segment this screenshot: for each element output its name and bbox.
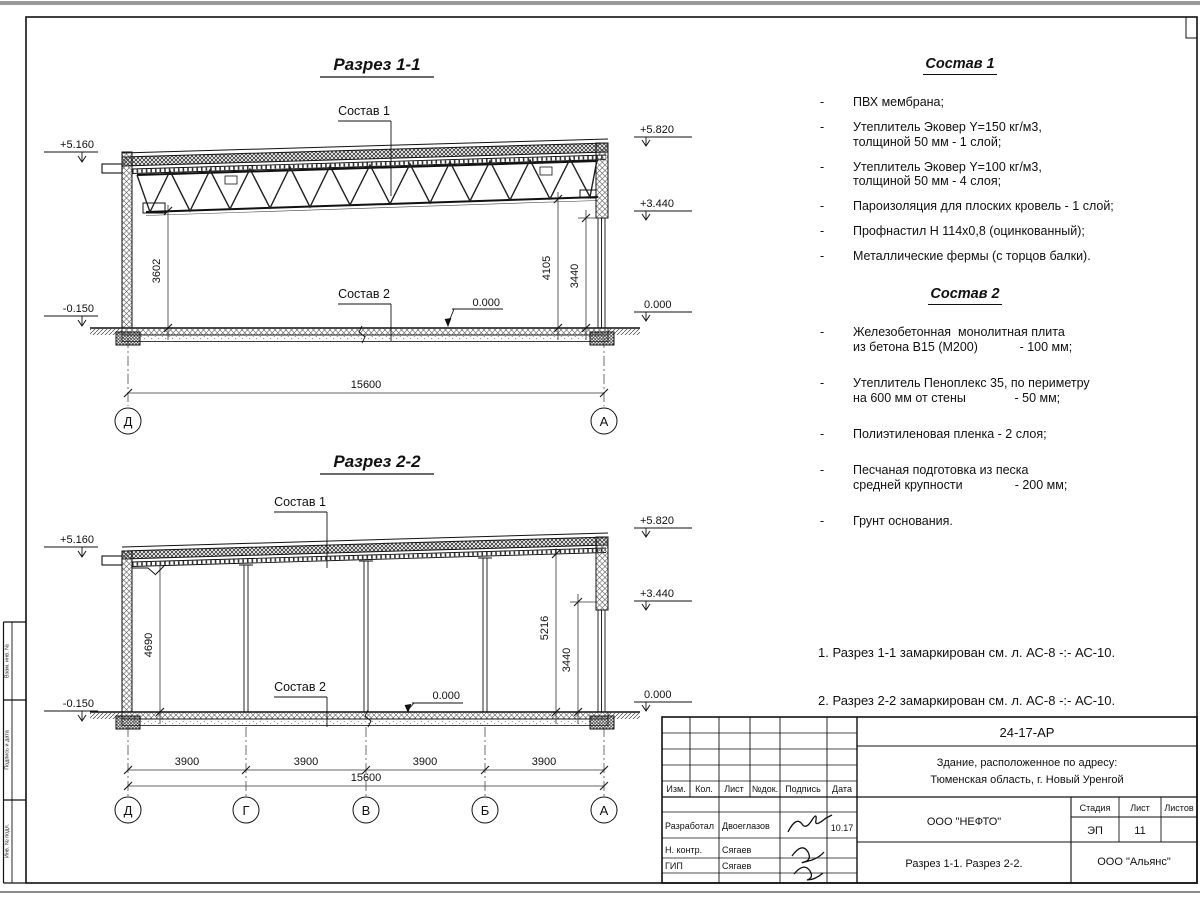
svg-text:4690: 4690 xyxy=(143,632,155,658)
floor-elevation-mark xyxy=(445,297,503,326)
elevation-mark xyxy=(44,534,98,557)
col-kol: Кол. xyxy=(695,784,713,794)
svg-text:0.000: 0.000 xyxy=(644,689,672,701)
dimension-vertical xyxy=(539,548,560,724)
svg-text:+3.440: +3.440 xyxy=(640,198,674,210)
list-item: - Утеплитель Эковер Y=150 кг/м3, толщиной 50 мм - 1 слой; xyxy=(820,120,1042,149)
row1-name: Двоеглазов xyxy=(722,821,770,831)
signature xyxy=(788,815,832,880)
section-2-2-title: Разрез 2-2 xyxy=(333,452,421,471)
axis-marker xyxy=(115,797,617,823)
row1-date: 10.17 xyxy=(830,823,854,833)
list-item: - Пароизоляция для плоских кровель - 1 слой; xyxy=(820,199,1114,213)
svg-text:+5.820: +5.820 xyxy=(640,124,674,136)
doc-number: 24-17-АР xyxy=(999,725,1055,740)
svg-text:15600: 15600 xyxy=(350,772,382,784)
svg-text:3900: 3900 xyxy=(412,756,438,768)
drawing-notes xyxy=(818,613,1115,725)
side-stamp-label: Подпись и дата xyxy=(4,730,11,770)
elevation-mark xyxy=(44,139,98,162)
side-stamp-label: Инв. № подл. xyxy=(4,823,11,859)
svg-text:5216: 5216 xyxy=(539,615,551,641)
svg-text:+3.440: +3.440 xyxy=(640,588,674,600)
elevation-mark xyxy=(44,303,98,326)
svg-text:3900: 3900 xyxy=(293,756,319,768)
elevation-mark xyxy=(634,124,692,146)
note-line: 1. Разрез 1-1 замаркирован см. л. АС-8 -:- АС-10. xyxy=(818,645,1116,660)
dimension-vertical xyxy=(561,594,596,724)
elevation-mark xyxy=(634,198,692,220)
list-item: - Грунт основания. xyxy=(820,514,953,528)
title-block xyxy=(662,717,1197,883)
svg-text:3440: 3440 xyxy=(561,647,573,673)
svg-text:-0.150: -0.150 xyxy=(62,698,94,710)
svg-text:Д: Д xyxy=(123,414,133,429)
stage-value: ЭП xyxy=(1087,825,1103,837)
list-item: - Железобетонная монолитная плита из бетона В15 (М200) - 100 мм; xyxy=(820,325,1073,354)
sostav2-callout-label: Состав 2 xyxy=(274,680,326,694)
object-line1: Здание, расположенное по адресу: xyxy=(936,757,1118,769)
sheet-value: 11 xyxy=(1134,825,1146,837)
svg-text:Г: Г xyxy=(242,803,250,818)
sheets-label: Листов xyxy=(1164,803,1194,813)
elevation-mark xyxy=(634,689,692,711)
row3-role: ГИП xyxy=(665,861,683,871)
floor-elevation-mark xyxy=(405,690,463,712)
list-item: - Утеплитель Эковер Y=100 кг/м3, толщиной 50 мм - 4 слоя; xyxy=(820,159,1042,188)
svg-text:15600: 15600 xyxy=(350,379,382,391)
stage-label: Стадия xyxy=(1079,803,1111,813)
svg-text:+5.160: +5.160 xyxy=(60,139,94,151)
elevation-mark xyxy=(44,698,98,721)
col-data: Дата xyxy=(832,784,852,794)
sostav2-title: Состав 2 xyxy=(810,286,1120,305)
svg-text:3900: 3900 xyxy=(531,756,557,768)
row2-name: Сягаев xyxy=(722,845,752,855)
section-1-1-title: Разрез 1-1 xyxy=(333,55,421,74)
sheet-title: Разрез 1-1. Разрез 2-2. xyxy=(905,858,1023,870)
note-line: 2. Разрез 2-2 замаркирован см. л. АС-8 -:- АС-10. xyxy=(818,693,1116,708)
row2-role: Н. контр. xyxy=(665,845,703,855)
dimension-horizontal xyxy=(124,727,608,796)
svg-text:-0.150: -0.150 xyxy=(62,303,94,315)
col-list: Лист xyxy=(724,784,744,794)
svg-text:В: В xyxy=(361,803,371,818)
list-item: - Утеплитель Пеноплекс 35, по периметру на 600 мм от стены - 50 мм; xyxy=(820,376,1090,405)
svg-text:Д: Д xyxy=(123,803,133,818)
contractor: ООО "Альянс" xyxy=(1097,856,1171,868)
svg-text:0.000: 0.000 xyxy=(644,299,672,311)
svg-text:А: А xyxy=(599,414,609,429)
list-item: - Профнастил Н 114х0,8 (оцинкованный); xyxy=(820,224,1085,238)
svg-text:3900: 3900 xyxy=(174,756,200,768)
col-ndoc: №док. xyxy=(751,784,779,794)
svg-text:+5.820: +5.820 xyxy=(640,515,674,527)
sostav1-title: Состав 1 xyxy=(810,56,1110,75)
dimension-vertical xyxy=(143,562,164,724)
svg-text:А: А xyxy=(599,803,609,818)
dimension-horizontal xyxy=(124,338,608,406)
elevation-mark xyxy=(634,515,692,537)
svg-text:+5.160: +5.160 xyxy=(60,534,94,546)
svg-text:Б: Б xyxy=(480,803,490,818)
dimension-vertical xyxy=(541,192,562,340)
section-2-2 xyxy=(44,452,692,823)
dimension-vertical xyxy=(569,210,600,340)
col-izm: Изм. xyxy=(666,784,686,794)
svg-text:0.000: 0.000 xyxy=(432,690,460,702)
svg-text:3602: 3602 xyxy=(151,258,163,284)
svg-text:4105: 4105 xyxy=(541,255,553,281)
sostav2-callout-label: Состав 2 xyxy=(338,287,390,301)
elevation-mark xyxy=(634,299,692,321)
svg-text:3440: 3440 xyxy=(569,263,581,289)
sostav1-callout-label: Состав 1 xyxy=(338,104,390,118)
sostav1-list xyxy=(810,56,1114,274)
list-item: - Полиэтиленовая пленка - 2 слоя; xyxy=(820,427,1047,441)
sostav1-callout-label: Состав 1 xyxy=(274,495,326,509)
sheet-label: Лист xyxy=(1130,803,1150,813)
org-name: ООО "НЕФТО" xyxy=(926,816,1002,828)
side-stamp-label: Взам. инв. № xyxy=(4,643,11,679)
row1-role: Разработал xyxy=(665,821,714,831)
list-item: - Металлические фермы (с торцов балки). xyxy=(820,249,1091,263)
object-line2: Тюменская область, г. Новый Уренгой xyxy=(930,774,1124,786)
section-1-1 xyxy=(44,55,692,434)
row3-name: Сягаев xyxy=(722,861,752,871)
dimension-vertical xyxy=(151,205,172,340)
col-podpis: Подпись xyxy=(785,784,821,794)
list-item: - ПВХ мембрана; xyxy=(820,95,944,109)
side-stamp xyxy=(4,622,27,883)
sostav2-list xyxy=(810,286,1120,550)
list-item: - Песчаная подготовка из песка средней крупности - 200 мм; xyxy=(820,463,1068,492)
axis-marker xyxy=(115,408,617,434)
elevation-mark xyxy=(634,588,692,610)
svg-text:0.000: 0.000 xyxy=(472,297,500,309)
